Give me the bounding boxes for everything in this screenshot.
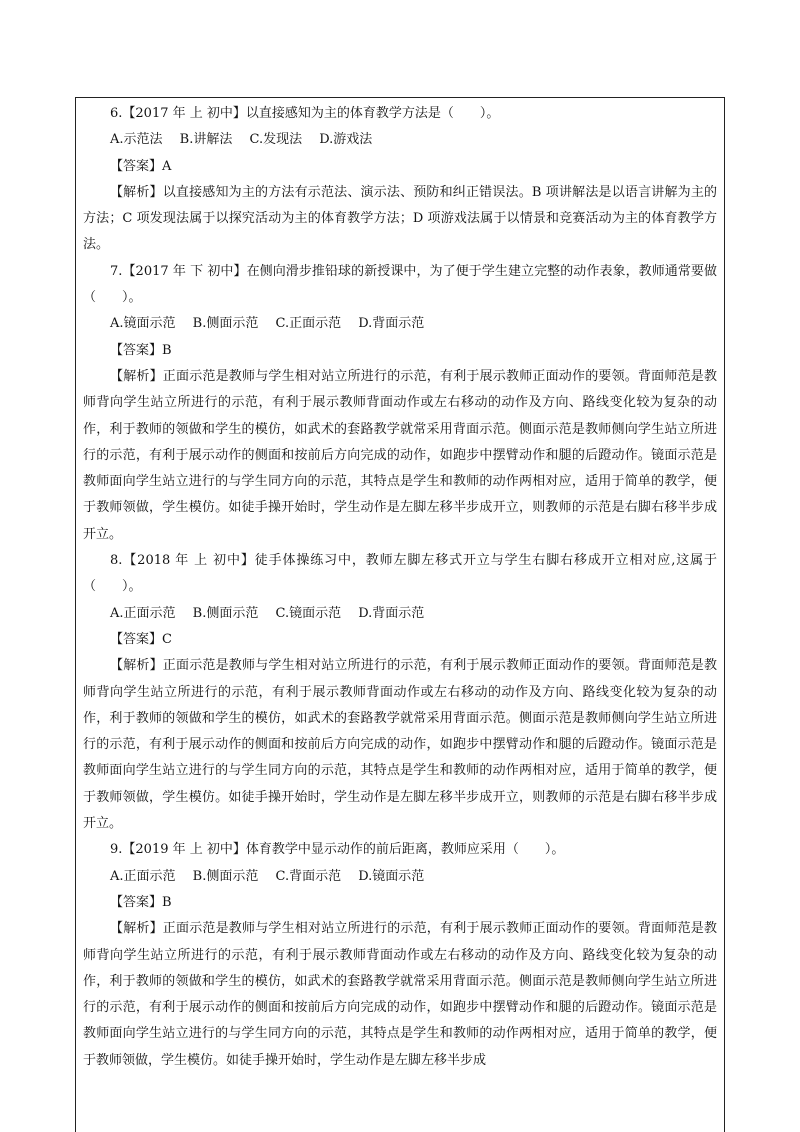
question-9 (83, 837, 717, 1074)
question-answer: 【答案】B (110, 342, 172, 358)
question-analysis: 【解析】正面示范是教师与学生相对站立所进行的示范，有利于展示教师正面动作的要领。背面师范是教师背向学生站立所进行的示范，有利于展示教师背面动作或左右移动的动作及方向、路线变化较为复杂的动作，利于教师的领做和学生的模仿，如武术的套路教学就常采用背面示范。侧面示范是教师侧向学生站立所进行的示范，有利于展示动作的侧面和按前后方向完成的动作，如跑步中摆臂动作和腿的后蹬动作。镜面示范是教师面向学生站立进行的与学生同方向的示范，其特点是学生和教师的动作两相对应，适用于简单的教学，便于教师领做，学生模仿。如徒手操开始时，学生动作是左脚左移半步成开立，则教师的示范是右脚右移半步成开立。 (83, 368, 717, 542)
question-answer: 【答案】C (110, 631, 172, 647)
question-options: A.镜面示范 B.侧面示范 C.正面示范 D.背面示范 (110, 316, 425, 332)
question-6 (83, 101, 717, 259)
question-options: A.示范法 B.讲解法 C.发现法 D.游戏法 (110, 132, 373, 148)
question-stem: 6.【2017 年 上 初中】以直接感知为主的体育教学方法是（ ）。 (110, 106, 500, 121)
question-analysis: 【解析】正面示范是教师与学生相对站立所进行的示范，有利于展示教师正面动作的要领。背面师范是教师背向学生站立所进行的示范，有利于展示教师背面动作或左右移动的动作及方向、路线变化较为复杂的动作，利于教师的领做和学生的模仿，如武术的套路教学就常采用背面示范。侧面示范是教师侧向学生站立所进行的示范，有利于展示动作的侧面和按前后方向完成的动作，如跑步中摆臂动作和腿的后蹬动作。镜面示范是教师面向学生站立进行的与学生同方向的示范，其特点是学生和教师的动作两相对应，适用于简单的教学，便于教师领做，学生模仿。如徒手操开始时，学生动作是左脚左移半步成开立，则教师的示范是右脚右移半步成开立。 (83, 658, 717, 832)
question-8 (83, 548, 717, 837)
question-analysis: 【解析】以直接感知为主的方法有示范法、演示法、预防和纠正错误法。B 项讲解法是以语言讲解为主的方法；C 项发现法属于以探究活动为主的体育教学方法；D 项游戏法属于以情景和竞赛活动为主的体育教学方法。 (83, 184, 717, 253)
question-analysis: 【解析】正面示范是教师与学生相对站立所进行的示范，有利于展示教师正面动作的要领。背面师范是教师背向学生站立所进行的示范，有利于展示教师背面动作或左右移动的动作及方向、路线变化较为复杂的动作，利于教师的领做和学生的模仿，如武术的套路教学就常采用背面示范。侧面示范是教师侧向学生站立所进行的示范，有利于展示动作的侧面和按前后方向完成的动作，如跑步中摆臂动作和腿的后蹬动作。镜面示范是教师面向学生站立进行的与学生同方向的示范，其特点是学生和教师的动作两相对应，适用于简单的教学，便于教师领做，学生模仿。如徒手操开始时，学生动作是左脚左移半步成 (83, 921, 717, 1068)
question-answer: 【答案】A (110, 158, 172, 174)
question-stem: 8.【2018 年 上 初中】徒手体操练习中，教师左脚左移式开立与学生右脚右移成开立相对应,这属于（ ）。 (83, 553, 717, 595)
question-options: A.正面示范 B.侧面示范 C.镜面示范 D.背面示范 (110, 605, 425, 621)
question-content (83, 101, 717, 1074)
question-answer: 【答案】B (110, 894, 172, 910)
question-options: A.正面示范 B.侧面示范 C.背面示范 D.镜面示范 (110, 868, 425, 884)
question-7 (83, 259, 717, 548)
question-stem: 7.【2017 年 下 初中】在侧向滑步推铅球的新授课中，为了便于学生建立完整的动作表象，教师通常要做（ ）。 (83, 263, 717, 306)
question-stem: 9.【2019 年 上 初中】体育教学中显示动作的前后距离，教师应采用（ ）。 (110, 842, 565, 858)
